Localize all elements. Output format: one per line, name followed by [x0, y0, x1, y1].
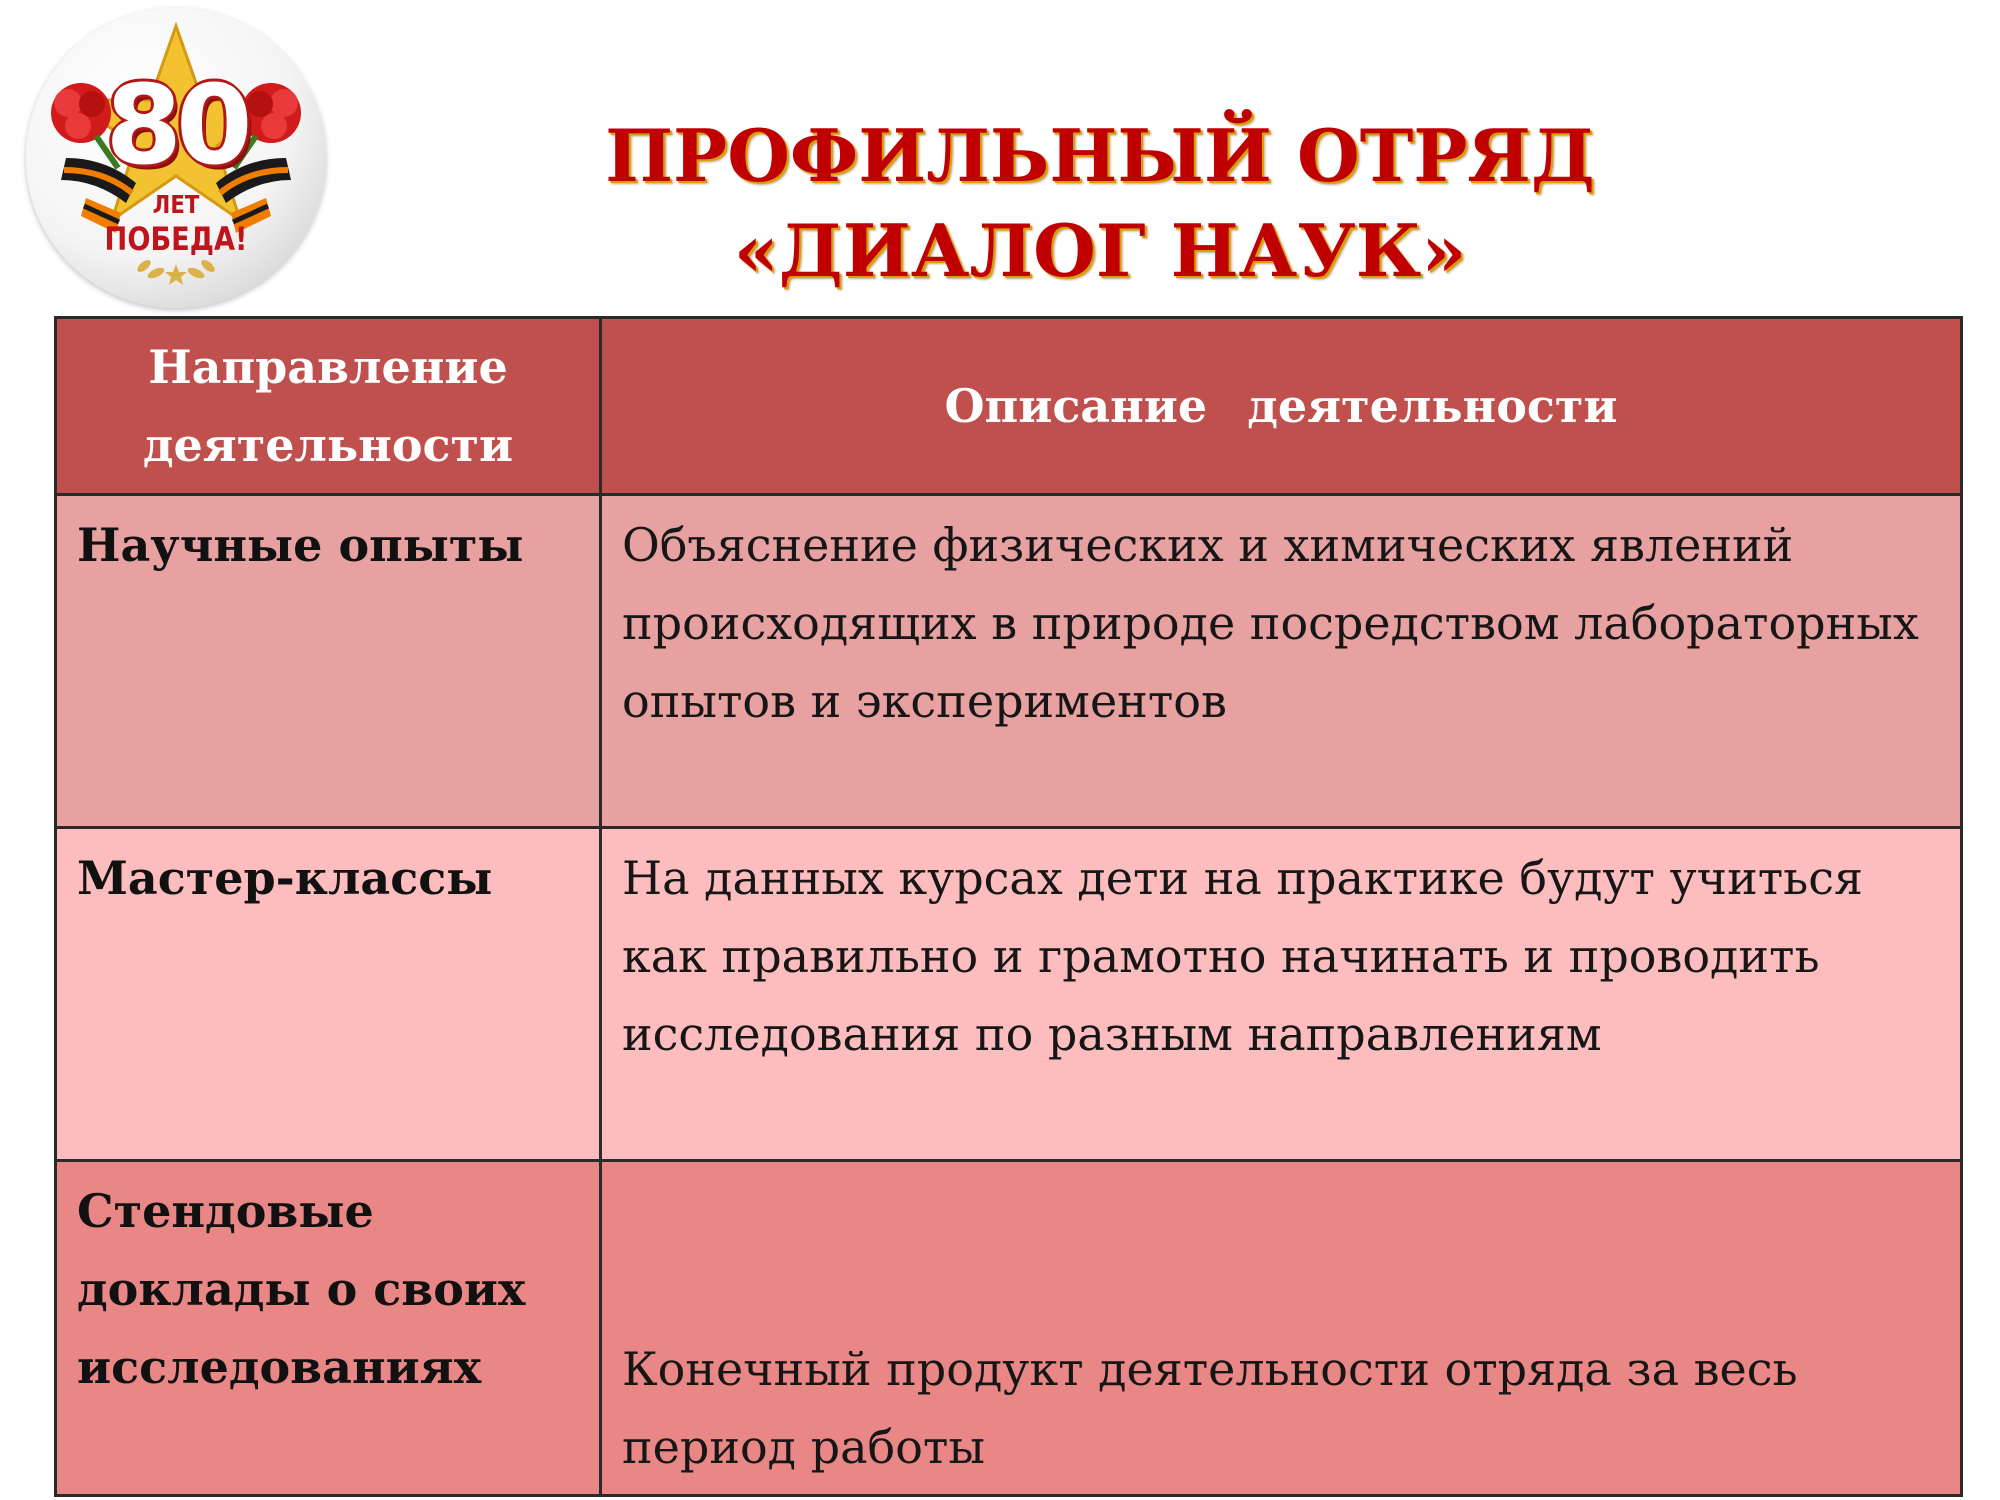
activities-table [54, 316, 1963, 1497]
slide-title [400, 108, 1800, 298]
logo-text-victory: ПОБЕДА! [104, 220, 248, 258]
slide-title-line-2: «ДИАЛОГ НАУК» [733, 208, 1467, 293]
row-description: Конечный продукт деятельности отряда за весь период работы [601, 1161, 1962, 1496]
logo-number: 80 [105, 61, 247, 189]
table-row [56, 828, 1962, 1161]
victory-80-logo [26, 8, 326, 308]
row-description: Объяснение физических и химических явлений происходящих в природе посредством лабораторных опытов и экспериментов [601, 495, 1962, 828]
row-direction: Стендовые доклады о своих исследованиях [56, 1161, 601, 1496]
header-direction: Направление деятельности [56, 318, 601, 495]
header-description: Описание деятельности [601, 318, 1962, 495]
logo-text-years: ЛЕТ [152, 190, 200, 219]
row-description: На данных курсах дети на практике будут учиться как правильно и грамотно начинать и проводить исследования по разным направлениям [601, 828, 1962, 1161]
slide-title-line-1: ПРОФИЛЬНЫЙ ОТРЯД [605, 113, 1595, 198]
row-direction: Мастер-классы [56, 828, 601, 1161]
row-direction: Научные опыты [56, 495, 601, 828]
table-header-row [56, 318, 1962, 495]
table-row [56, 1161, 1962, 1496]
table-row [56, 495, 1962, 828]
